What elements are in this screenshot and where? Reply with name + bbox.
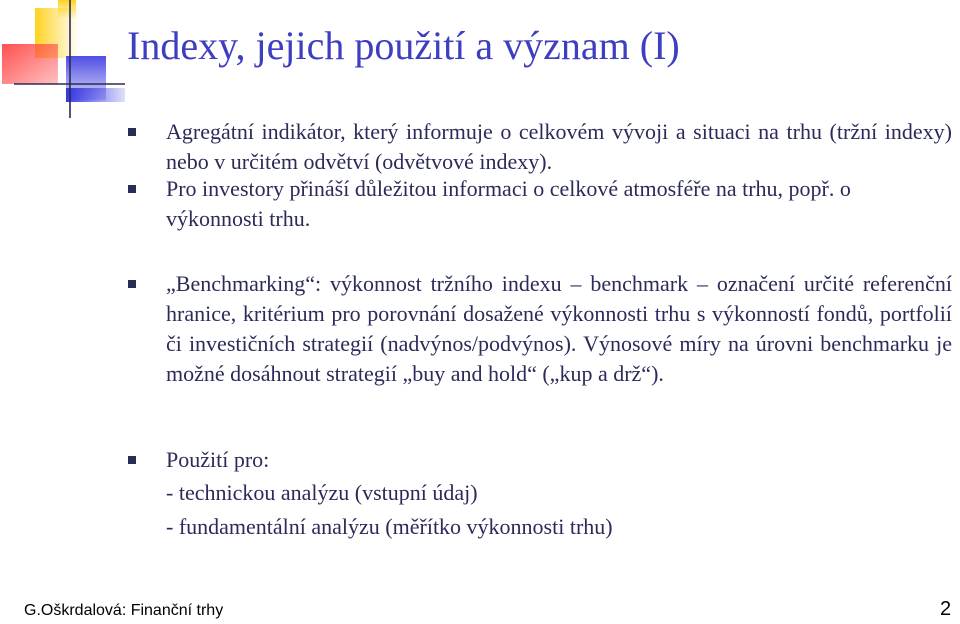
square-bullet-icon bbox=[128, 185, 136, 193]
slide-title: Indexy, jejich použití a význam (I) bbox=[127, 23, 680, 68]
bullet-text: Pro investory přináší důležitou informaci o celkové atmosféře na trhu, popř. o výkonnosti trhu. bbox=[166, 176, 851, 231]
bullet-text: Agregátní indikátor, který informuje o celkovém vývoji a situaci na trhu (tržní indexy) nebo v určitém odvětví (odvětvové indexy). bbox=[166, 119, 952, 174]
square-bullet-icon bbox=[128, 280, 136, 288]
sub-item-technical-analysis: - technickou analýzu (vstupní údaj) bbox=[166, 480, 478, 505]
page-number: 2 bbox=[940, 598, 952, 620]
bullet-text: Použití pro: bbox=[166, 447, 270, 472]
square-bullet-icon bbox=[128, 456, 136, 464]
bullet-item bbox=[166, 445, 952, 542]
bullet-item bbox=[166, 269, 952, 389]
sub-item-fundamental-analysis: - fundamentální analýzu (měřítko výkonnosti trhu) bbox=[166, 514, 613, 539]
bullet-item bbox=[166, 117, 952, 177]
bullet-text: „Benchmarking“: výkonnost tržního indexu – benchmark – označení určité referenční hranice, kritérium pro porovnání dosažené výkonnosti trhu s výkonností fondů, portfolií či investičních strategií (nadvýnos/podvýnos). Výnosové míry na úrovni benchmarku je možné dosáhnout strategií „buy and hold“ („kup a drž“). bbox=[166, 271, 952, 386]
bullet-item bbox=[166, 174, 952, 234]
square-bullet-icon bbox=[128, 128, 136, 136]
footer-author: G.Oškrdalová: Finanční trhy bbox=[24, 602, 224, 619]
